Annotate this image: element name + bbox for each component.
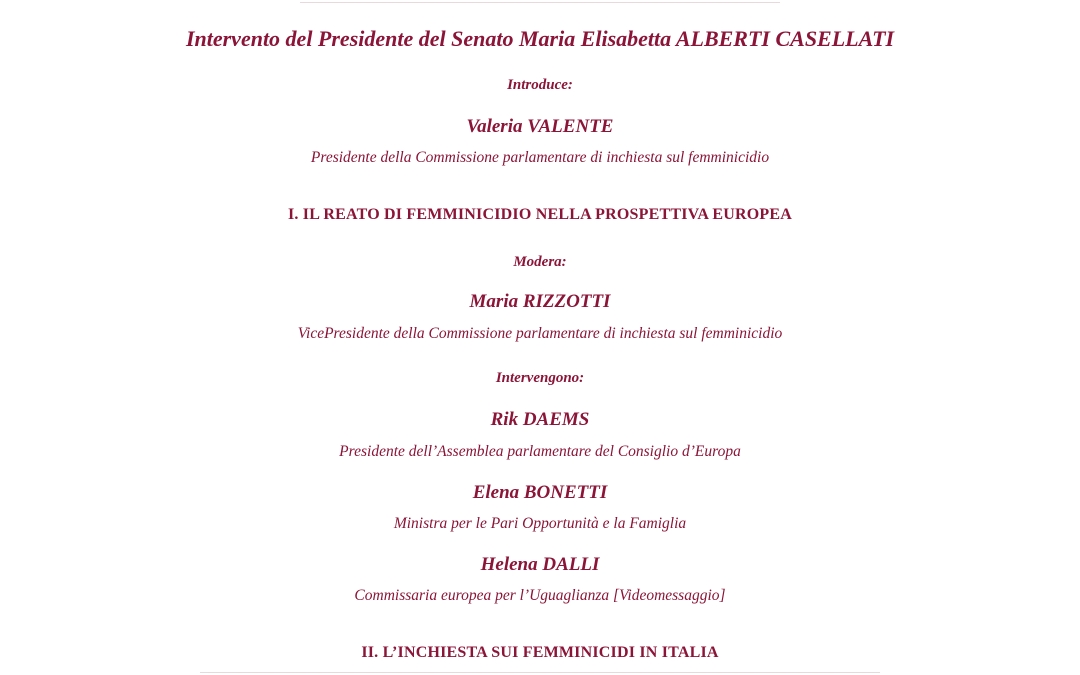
moderator-label: Modera: bbox=[513, 254, 567, 270]
section-title-2: II. L’INCHIESTA SUI FEMMINICIDI IN ITALIA bbox=[361, 644, 719, 661]
headline: Intervento del Presidente del Senato Maria Elisabetta ALBERTI CASELLATI bbox=[185, 26, 895, 51]
speaker-name: Rik DAEMS bbox=[490, 409, 590, 430]
speakers-label: Intervengono: bbox=[495, 370, 585, 386]
introduce-label: Introduce: bbox=[507, 77, 573, 93]
speaker-name: Elena BONETTI bbox=[472, 482, 608, 503]
speaker-role: Presidente dell’Assemblea parlamentare del Consiglio d’Europa bbox=[339, 443, 741, 460]
moderator-name: Maria RIZZOTTI bbox=[469, 291, 611, 312]
speaker-role: Commissaria europea per l’Uguaglianza [Videomessaggio] bbox=[354, 587, 726, 604]
speaker-role: Ministra per le Pari Opportunità e la Famiglia bbox=[393, 515, 687, 532]
introducer-name: Valeria VALENTE bbox=[466, 116, 614, 137]
speaker-name: Helena DALLI bbox=[480, 554, 600, 575]
introducer-role: Presidente della Commissione parlamentare di inchiesta sul femminicidio bbox=[310, 149, 770, 166]
section-title-1: I. IL REATO DI FEMMINICIDIO NELLA PROSPETTIVA EUROPEA bbox=[287, 206, 793, 223]
bottom-rule bbox=[200, 672, 880, 673]
moderator-role: VicePresidente della Commissione parlamentare di inchiesta sul femminicidio bbox=[297, 325, 783, 342]
top-rule bbox=[300, 2, 780, 3]
